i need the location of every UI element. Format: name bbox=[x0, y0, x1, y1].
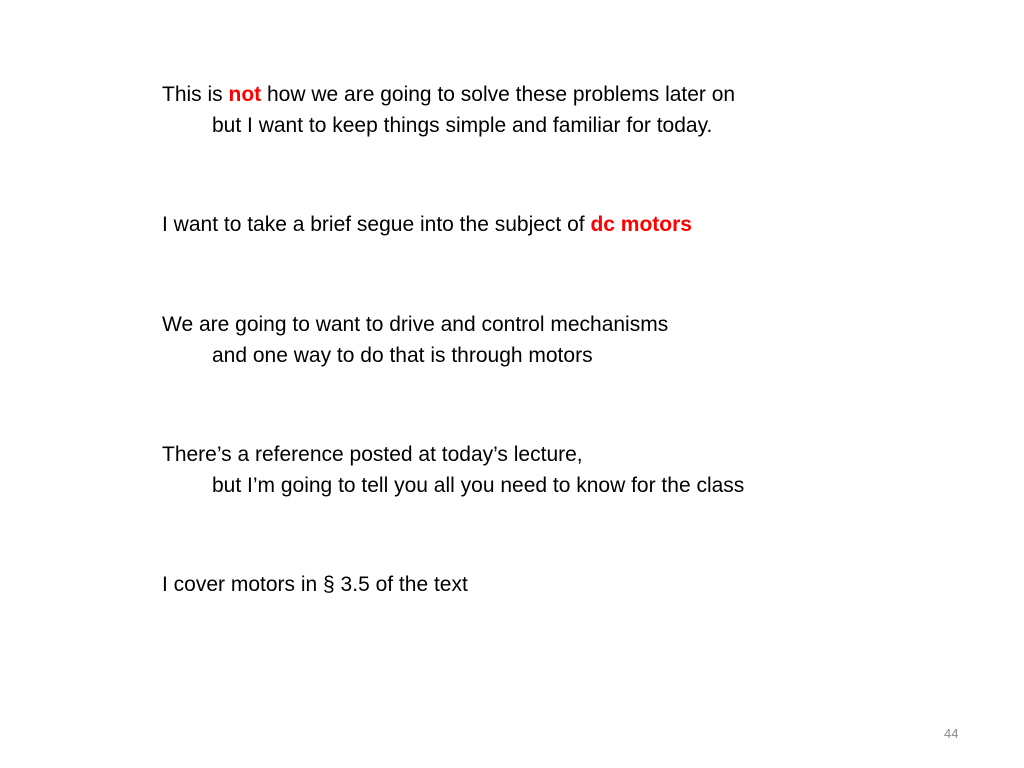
paragraph-line bbox=[162, 209, 692, 240]
paragraph-reference-posted bbox=[162, 439, 744, 501]
text-segment: how we are going to solve these problems later on bbox=[261, 83, 736, 106]
paragraph-text-section bbox=[162, 569, 468, 600]
paragraph-line: There’s a reference posted at today’s lecture, bbox=[162, 443, 583, 466]
emphasis-not: not bbox=[228, 83, 262, 106]
paragraph-line: I cover motors in § 3.5 of the text bbox=[162, 573, 468, 596]
paragraph-line: We are going to want to drive and control mechanisms bbox=[162, 313, 669, 336]
paragraph-line-indented: but I’m going to tell you all you need to know for the class bbox=[212, 474, 745, 497]
paragraph-drive-mechanisms bbox=[162, 309, 668, 371]
paragraph-dc-motors-segue bbox=[162, 209, 692, 240]
paragraph-line bbox=[162, 79, 735, 110]
text-segment: This is bbox=[162, 83, 229, 106]
emphasis-dc-motors: dc motors bbox=[590, 213, 692, 236]
paragraph-line-indented: and one way to do that is through motors bbox=[212, 344, 593, 367]
paragraph-line-indented: but I want to keep things simple and familiar for today. bbox=[212, 114, 713, 137]
text-segment: I want to take a brief segue into the subject of bbox=[162, 213, 591, 236]
page-number: 44 bbox=[944, 726, 959, 741]
paragraph-not-how-we-solve bbox=[162, 79, 735, 141]
